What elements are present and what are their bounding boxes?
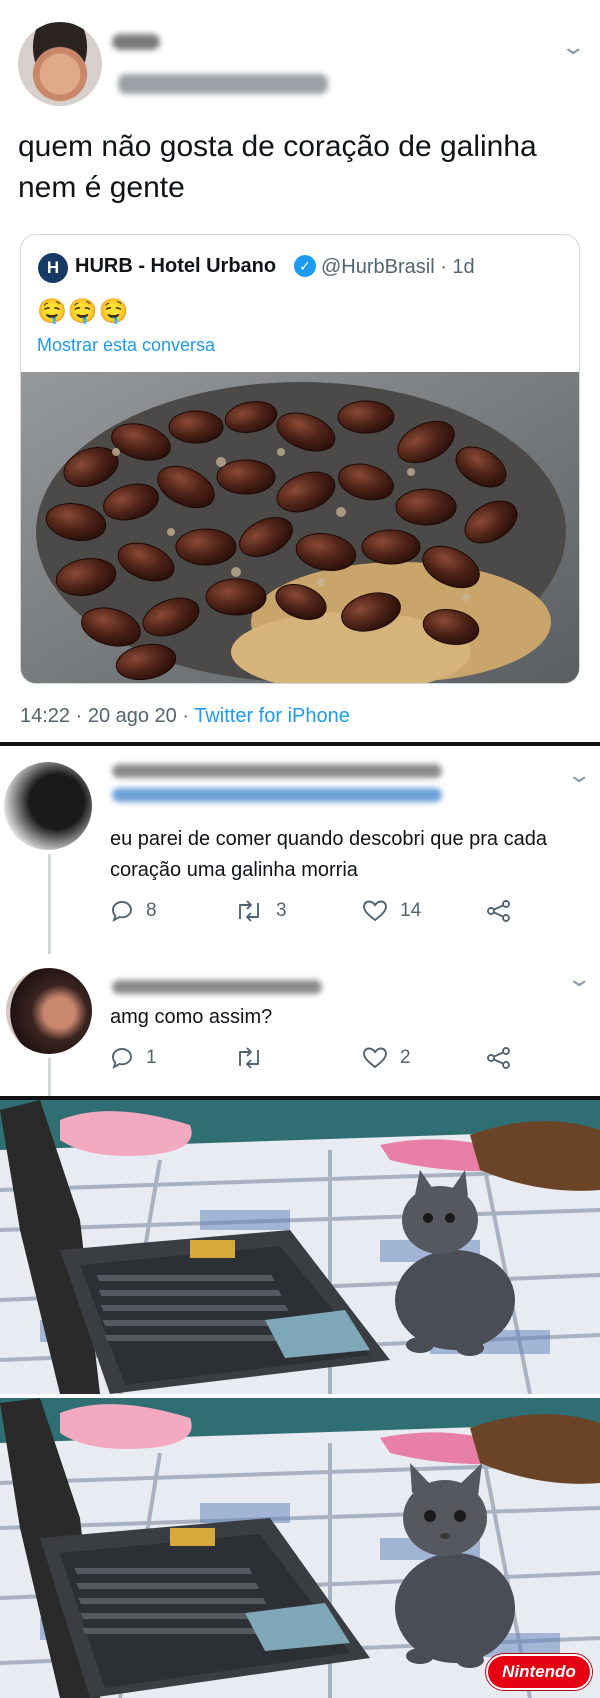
- share-button[interactable]: [486, 899, 512, 923]
- reply-1-handle-redacted: [112, 788, 442, 802]
- like-button[interactable]: [362, 1046, 411, 1070]
- retweet-icon: [234, 1046, 264, 1070]
- retweet-icon: [234, 899, 264, 923]
- reply-2: [0, 954, 600, 1096]
- thread-line: [48, 1058, 51, 1100]
- kitten-looking-at-viewer-image: [0, 1398, 600, 1698]
- share-icon: [486, 1046, 512, 1070]
- tweet-timestamp: [20, 705, 350, 728]
- reply-icon: [110, 899, 134, 923]
- show-thread-link[interactable]: Mostrar esta conversa: [37, 335, 216, 355]
- author-handle-redacted: [118, 74, 328, 94]
- kitten-photo-1: [0, 1100, 600, 1394]
- reply-1-actions: [110, 899, 530, 929]
- quoted-tweet-card[interactable]: [20, 234, 580, 684]
- like-count: 14: [400, 900, 422, 921]
- quoted-author-name[interactable]: HURB - Hotel Urbano: [75, 255, 277, 277]
- quoted-tweet-text: 🤤🤤🤤: [37, 298, 130, 325]
- share-icon: [486, 899, 512, 923]
- author-avatar[interactable]: [18, 22, 102, 106]
- tweet-date: 14:22 · 20 ago 20 ·: [20, 705, 195, 727]
- kitten-photo-2: [0, 1398, 600, 1698]
- tweet-text: quem não gosta de coração de galinha nem é gente: [18, 130, 537, 204]
- reply-1-name-redacted: [112, 764, 442, 778]
- tweet-source[interactable]: Twitter for iPhone: [194, 705, 350, 727]
- chevron-down-icon[interactable]: ⌄: [560, 34, 587, 59]
- kitten-looking-at-laptop-image: [0, 1100, 600, 1394]
- verified-badge-icon: ✓: [294, 255, 316, 277]
- reply-2-actions: [110, 1046, 530, 1076]
- reply-icon: [110, 1046, 134, 1070]
- reply-count: 8: [146, 900, 157, 921]
- heart-icon: [362, 1046, 388, 1070]
- chicken-hearts-photo[interactable]: [21, 372, 580, 684]
- retweet-button[interactable]: [234, 1046, 276, 1070]
- author-name-redacted: [112, 34, 160, 50]
- share-button[interactable]: [486, 1046, 512, 1070]
- nintendo-watermark: Nintendo: [486, 1654, 592, 1690]
- retweet-count: 3: [276, 900, 287, 921]
- chevron-down-icon[interactable]: ⌄: [566, 966, 593, 991]
- reply-count: 1: [146, 1047, 157, 1068]
- retweet-button[interactable]: [234, 899, 287, 923]
- reply-1-avatar[interactable]: [4, 762, 92, 850]
- reply-button[interactable]: [110, 899, 157, 923]
- quoted-author-handle: @HurbBrasil · 1d: [321, 256, 475, 278]
- reply-1-text: eu parei de comer quando descobri que pra cada coração uma galinha morria: [110, 828, 547, 881]
- like-button[interactable]: [362, 899, 421, 923]
- reply-button[interactable]: [110, 1046, 157, 1070]
- reply-2-text: amg como assim?: [110, 1006, 273, 1028]
- reply-1: [0, 746, 600, 954]
- like-count: 2: [400, 1047, 411, 1068]
- thread-line: [48, 854, 51, 954]
- main-tweet: [0, 0, 600, 742]
- heart-icon: [362, 899, 388, 923]
- hurb-logo: H: [38, 253, 68, 283]
- reply-2-name-redacted: [112, 980, 322, 994]
- reply-2-avatar[interactable]: [6, 968, 92, 1054]
- chevron-down-icon[interactable]: ⌄: [566, 762, 593, 787]
